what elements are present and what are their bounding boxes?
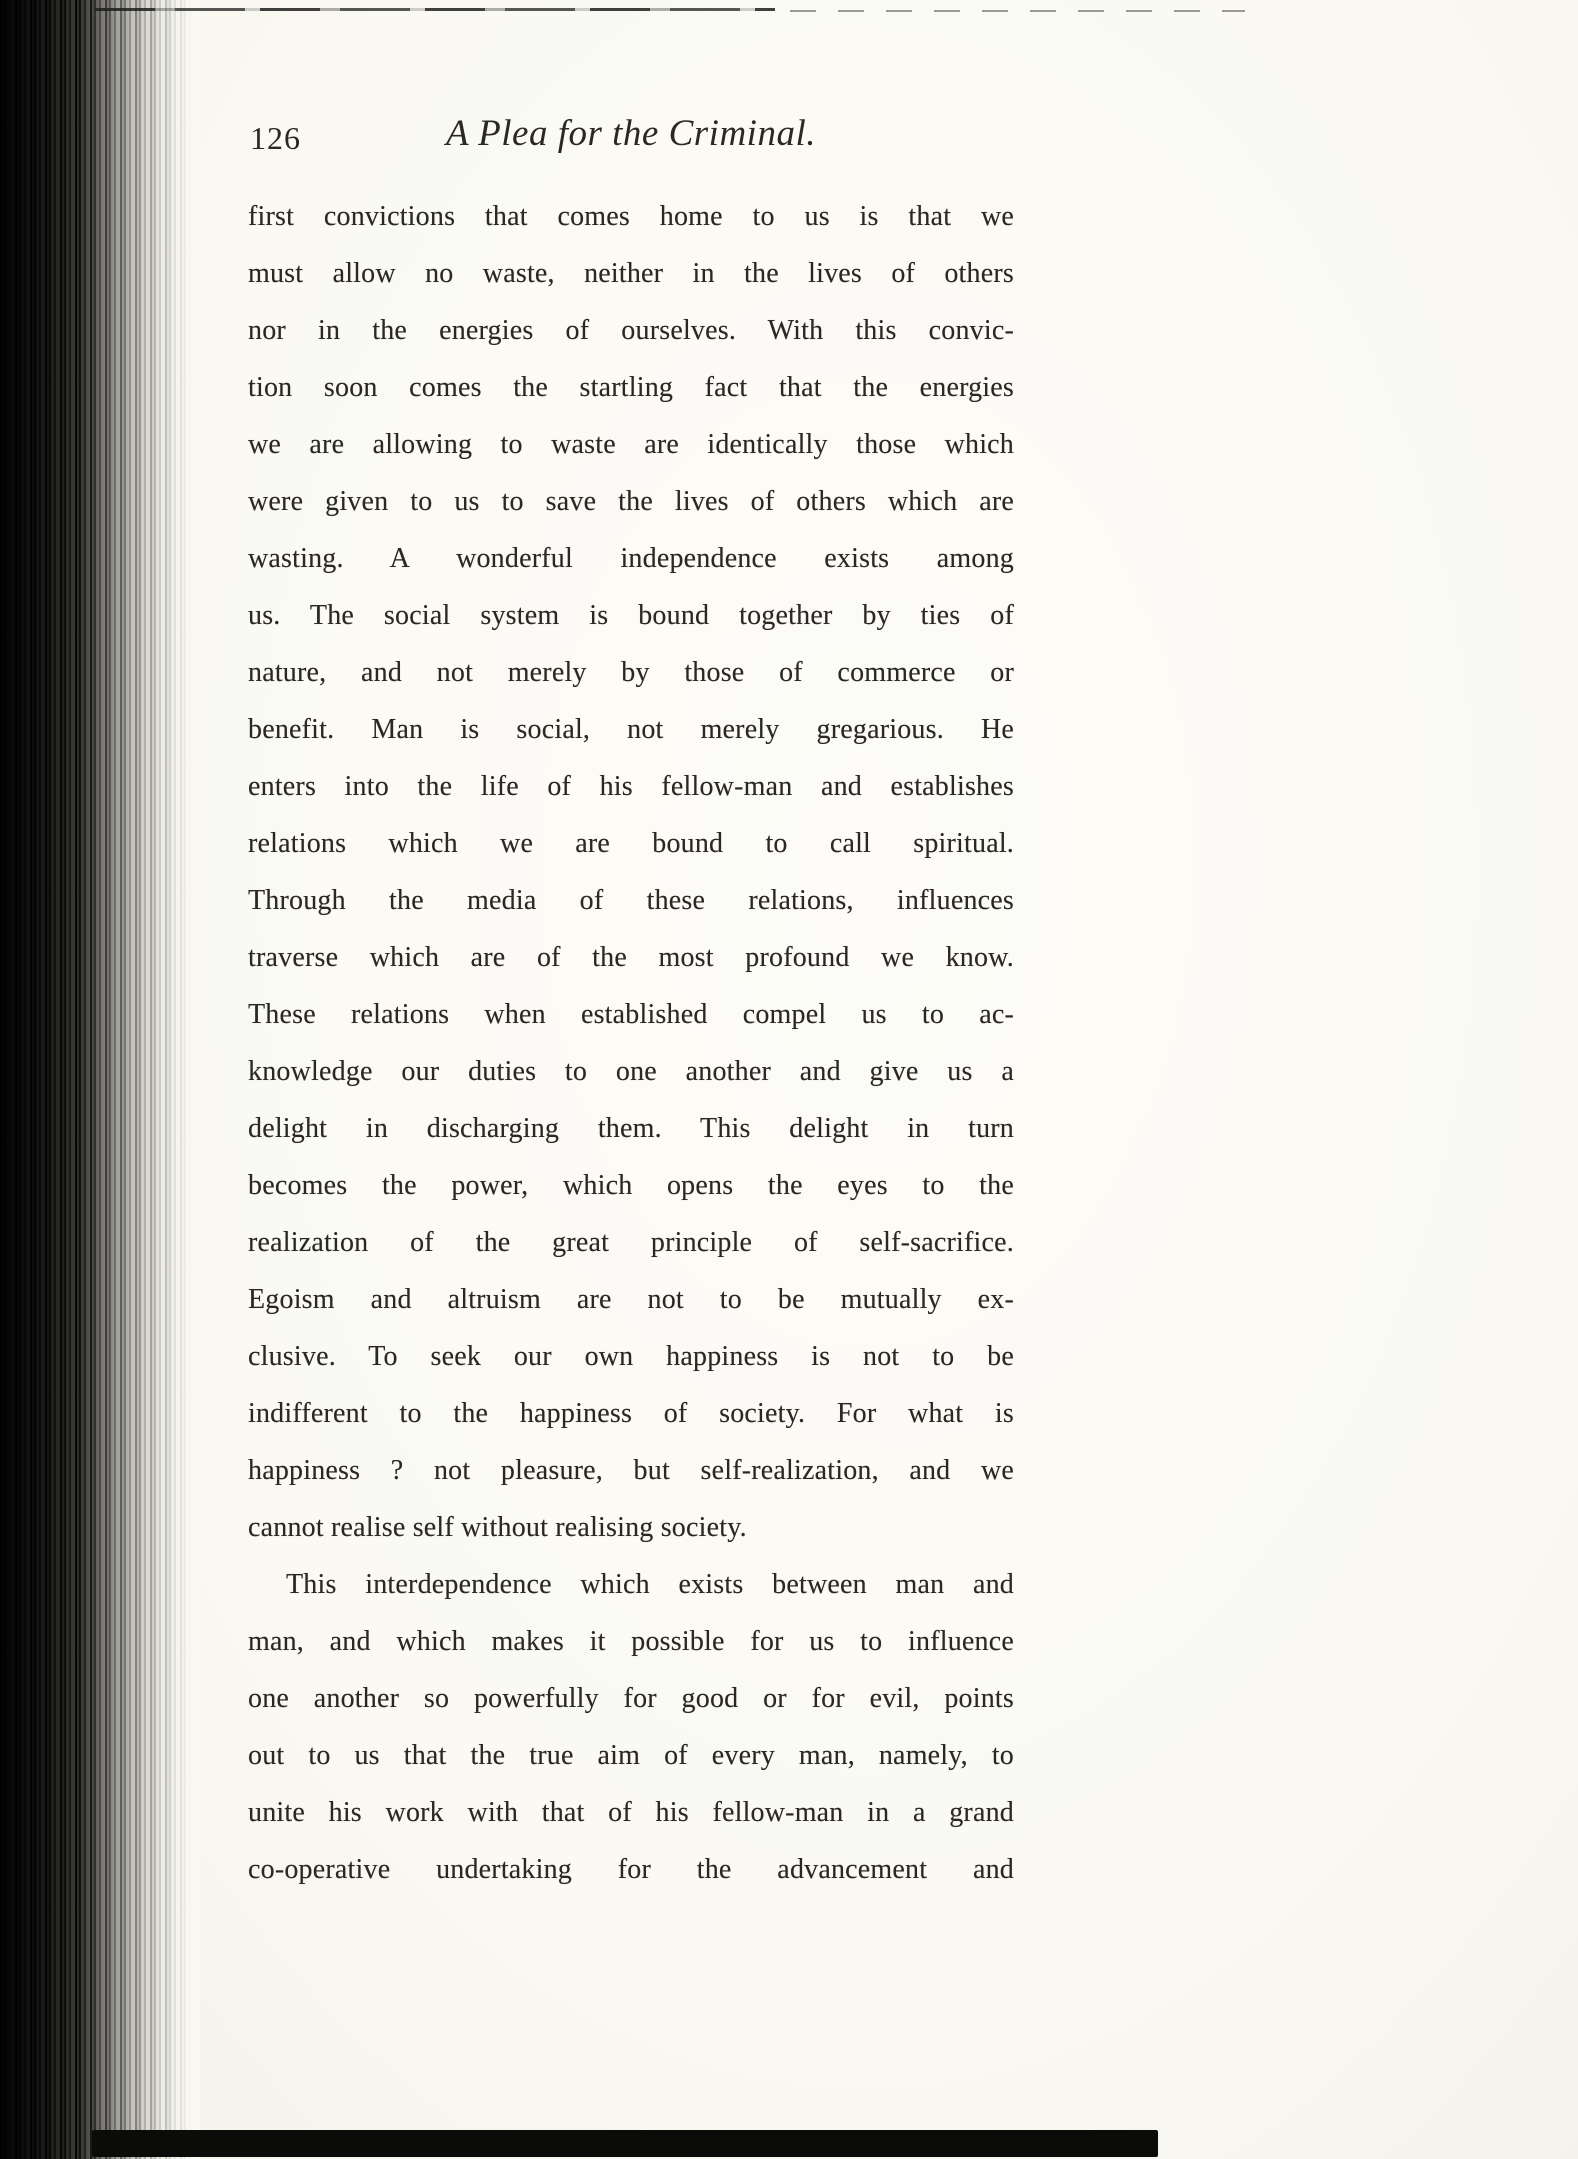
- text-line: Through the media of these relations, influences: [248, 885, 1014, 916]
- text-line: nor in the energies of ourselves. With this convic-: [248, 315, 1014, 346]
- text-line: clusive. To seek our own happiness is not to be: [248, 1341, 1014, 1372]
- text-line: happiness ? not pleasure, but self-realization, and we: [248, 1455, 1014, 1486]
- text-line: must allow no waste, neither in the lives of others: [248, 258, 1014, 289]
- book-spine-shadow: [0, 0, 200, 2159]
- text-line: co-operative undertaking for the advancement and: [248, 1854, 1014, 1885]
- text-line: us. The social system is bound together by ties of: [248, 600, 1014, 631]
- text-line: enters into the life of his fellow-man and establishes: [248, 771, 1014, 802]
- text-line: man, and which makes it possible for us to influence: [248, 1626, 1014, 1657]
- scan-artifact-top-dashes: [790, 10, 1245, 12]
- page-body: [248, 188, 1014, 1898]
- page-content: [248, 112, 1014, 1898]
- text-line: first convictions that comes home to us is that we: [248, 201, 1014, 232]
- text-line: delight in discharging them. This delight in turn: [248, 1113, 1014, 1144]
- text-line: This interdependence which exists between man and: [286, 1569, 1014, 1600]
- paragraph: [248, 188, 1014, 1556]
- text-line: tion soon comes the startling fact that the energies: [248, 372, 1014, 403]
- text-line: realization of the great principle of self-sacrifice.: [248, 1227, 1014, 1258]
- text-line: wasting. A wonderful independence exists among: [248, 543, 1014, 574]
- text-line: benefit. Man is social, not merely gregarious. He: [248, 714, 1014, 745]
- paragraph: [248, 1556, 1014, 1898]
- text-line: These relations when established compel us to ac-: [248, 999, 1014, 1030]
- text-line: one another so powerfully for good or for evil, points: [248, 1683, 1014, 1714]
- text-line: knowledge our duties to one another and give us a: [248, 1056, 1014, 1087]
- scan-artifact-top-line: [95, 8, 775, 11]
- text-line: we are allowing to waste are identically those which: [248, 429, 1014, 460]
- scan-artifact-bottom-bar: [92, 2130, 1158, 2157]
- page-title: A Plea for the Criminal.: [445, 113, 816, 154]
- text-line: traverse which are of the most profound we know.: [248, 942, 1014, 973]
- text-line: Egoism and altruism are not to be mutually ex-: [248, 1284, 1014, 1315]
- text-line: were given to us to save the lives of others which are: [248, 486, 1014, 517]
- text-line: unite his work with that of his fellow-man in a grand: [248, 1797, 1014, 1828]
- text-line: relations which we are bound to call spiritual.: [248, 828, 1014, 859]
- text-line: nature, and not merely by those of commerce or: [248, 657, 1014, 688]
- page-number: 126: [250, 120, 301, 156]
- text-line: indifferent to the happiness of society. For what is: [248, 1398, 1014, 1429]
- text-line: out to us that the true aim of every man, namely, to: [248, 1740, 1014, 1771]
- page-header: [248, 112, 1014, 162]
- text-line: cannot realise self without realising society.: [248, 1512, 747, 1543]
- text-line: becomes the power, which opens the eyes to the: [248, 1170, 1014, 1201]
